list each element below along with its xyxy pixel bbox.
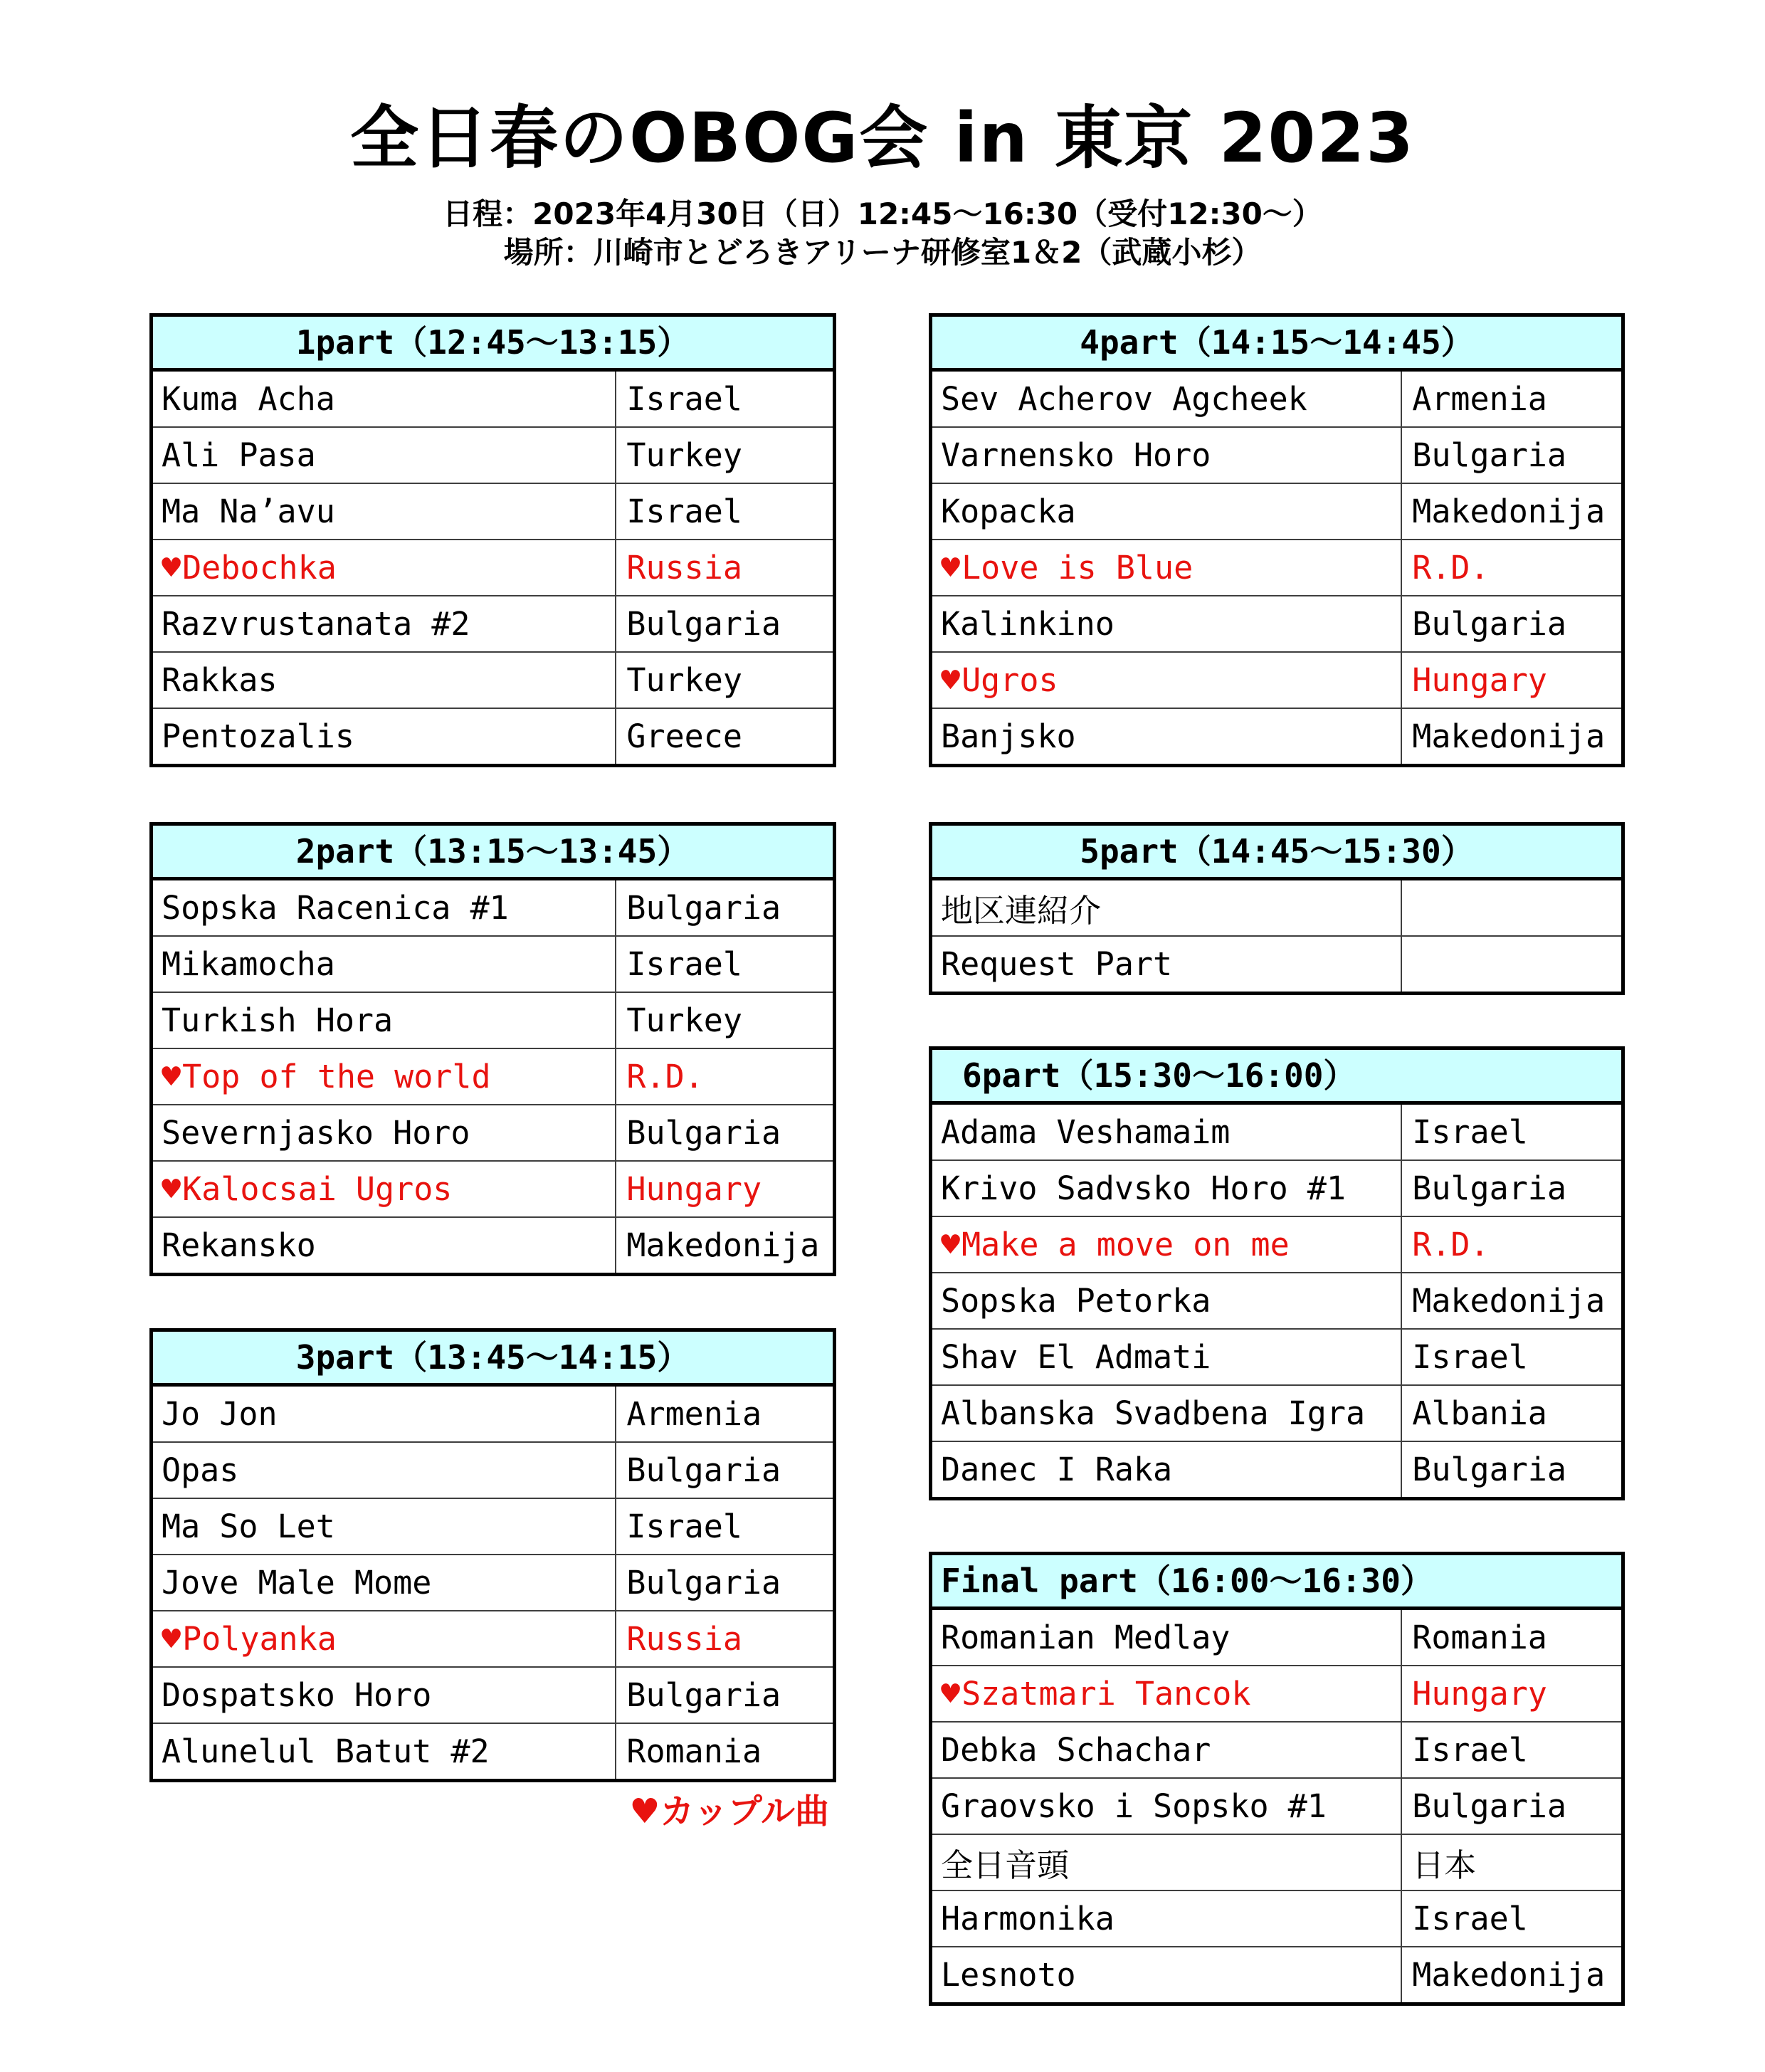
table-4part [929,313,1625,767]
table-6part [929,1046,1625,1500]
table-row [153,483,833,539]
table-row [932,708,1621,764]
country-cell: Bulgaria [615,880,833,935]
dance-name-cell: ♥ Polyanka [162,1620,337,1658]
country-cell: Armenia [615,1387,833,1441]
dance-name-cell: ♥ Ugros [941,661,1058,699]
dance-name-cell: Ma So Let [162,1508,335,1545]
dance-name-cell: Ma Na’avu [162,493,335,530]
country-cell: Makedonija [1401,1947,1621,2002]
country-cell: Hungary [1401,1666,1621,1721]
heart-icon: ♥ [941,1226,961,1263]
country-cell: Bulgaria [1401,1161,1621,1216]
country-cell: Israel [1401,1105,1621,1159]
dance-name-cell: Albanska Svadbena Igra [941,1394,1366,1432]
dance-name-cell: Kuma Acha [162,380,335,418]
table-row [153,539,833,595]
dance-name-cell: Sopska Racenica #1 [162,889,509,927]
dance-name-cell: ♥ Szatmari Tancok [941,1675,1251,1713]
table-row [153,880,833,935]
country-cell: Israel [1401,1723,1621,1777]
table-6part-header: 6part（15:30～16:00） [932,1050,1621,1105]
dance-name-cell: ♥ Debochka [162,549,337,587]
country-cell: Turkey [615,653,833,708]
dance-name-cell: Jo Jon [162,1395,278,1433]
country-cell: R.D. [615,1049,833,1104]
country-cell: Bulgaria [615,596,833,651]
dance-name-cell: Shav El Admati [941,1338,1211,1376]
dance-name-cell: Danec I Raka [941,1451,1173,1488]
dance-name-cell: Dospatsko Horo [162,1676,432,1714]
table-4part-rows [932,372,1621,764]
table-row [932,595,1621,651]
dance-name-cell: ♥ Love is Blue [941,549,1194,587]
dance-name-cell: Banjsko [941,717,1076,755]
table-final-part-header: Final part（16:00～16:30） [932,1555,1621,1610]
table-row [153,1554,833,1610]
country-cell: Israel [1401,1330,1621,1384]
table-2part-header: 2part（13:15～13:45） [153,826,833,880]
table-row [153,708,833,764]
table-row [932,539,1621,595]
table-3part [149,1328,836,1782]
country-cell: Russia [615,1611,833,1666]
dance-name-cell: Debka Schachar [941,1731,1211,1769]
country-cell: Bulgaria [615,1105,833,1160]
dance-name-cell: Alunelul Batut #2 [162,1732,490,1770]
table-row [932,1272,1621,1328]
table-5part-rows [932,880,1621,992]
country-cell: Romania [1401,1610,1621,1665]
table-row [932,1105,1621,1159]
country-cell: Bulgaria [615,1555,833,1610]
country-cell: Makedonija [1401,1273,1621,1328]
country-cell: Makedonija [615,1218,833,1273]
table-row [932,1159,1621,1216]
country-cell: Bulgaria [1401,596,1621,651]
table-row [153,595,833,651]
table-row [153,1723,833,1779]
table-2part [149,822,836,1276]
heart-icon: ♥ [162,1170,181,1208]
heart-icon: ♥ [162,549,181,587]
table-row [153,426,833,483]
heart-icon: ♥ [941,549,961,587]
table-1part [149,313,836,767]
table-row [932,483,1621,539]
table-final-part [929,1552,1625,2006]
dance-name-cell: Krivo Sadvsko Horo #1 [941,1169,1346,1207]
dance-name-cell: Razvrustanata #2 [162,605,470,643]
table-row [153,1216,833,1273]
table-row [932,1890,1621,1946]
table-row [932,1777,1621,1834]
table-row [153,1498,833,1554]
country-cell: Hungary [615,1162,833,1216]
heart-icon: ♥ [162,1620,181,1658]
dance-name-cell: Varnensko Horo [941,436,1211,474]
country-cell: Makedonija [1401,484,1621,539]
table-row [932,880,1621,935]
dance-name-cell: Romanian Medlay [941,1619,1231,1656]
table-row [153,1610,833,1666]
dance-name-cell: Jove Male Mome [162,1564,432,1602]
couple-note: ♥カップル曲 [629,1792,829,1831]
dance-name-cell: Pentozalis [162,717,354,755]
country-cell: Bulgaria [1401,428,1621,483]
country-cell: Makedonija [1401,709,1621,764]
table-row [932,1216,1621,1272]
dance-name-cell: Sev Acherov Agcheek [941,380,1307,418]
country-cell: Israel [615,484,833,539]
country-cell: Albania [1401,1386,1621,1441]
table-row [153,935,833,992]
table-row [153,651,833,708]
dance-name-cell: Request Part [941,945,1173,983]
table-final-part-rows [932,1610,1621,2002]
table-row [932,1946,1621,2002]
dance-name-cell: Ali Pasa [162,436,316,474]
country-cell: Armenia [1401,372,1621,426]
dance-name-cell: Sopska Petorka [941,1282,1211,1320]
table-row [153,1387,833,1441]
table-5part [929,822,1625,995]
table-row [932,1384,1621,1441]
dance-name-cell: 全日音頭 [941,1846,1070,1884]
dance-name-cell: Opas [162,1451,239,1489]
table-row [153,1160,833,1216]
dance-name-cell: ♥ Kalocsai Ugros [162,1170,453,1208]
dance-name-cell: Kalinkino [941,605,1115,643]
country-cell: Hungary [1401,653,1621,708]
table-row [932,426,1621,483]
table-2part-rows [153,880,833,1273]
table-row [932,1328,1621,1384]
table-row [932,1834,1621,1890]
table-row [153,1104,833,1160]
table-row [932,372,1621,426]
dance-name-cell: Harmonika [941,1900,1115,1937]
heart-icon: ♥ [162,1058,181,1095]
dance-name-cell: Rakkas [162,661,278,699]
table-5part-header: 5part（14:45～15:30） [932,826,1621,880]
table-row [932,935,1621,992]
country-cell: Bulgaria [1401,1442,1621,1497]
dance-name-cell: Lesnoto [941,1956,1076,1994]
heart-icon: ♥ [941,661,961,699]
table-1part-rows [153,372,833,764]
table-row [153,372,833,426]
table-row [153,1048,833,1104]
page-title: 全日春のOBOG会 in 東京 2023 [350,98,1415,178]
country-cell: Bulgaria [1401,1779,1621,1834]
country-cell: Turkey [615,993,833,1048]
country-cell: Israel [615,1499,833,1554]
country-cell: Israel [1401,1891,1621,1946]
table-row [932,651,1621,708]
country-cell: Romania [615,1724,833,1779]
table-3part-rows [153,1387,833,1779]
dance-name-cell: Adama Veshamaim [941,1113,1231,1151]
dance-name-cell: Kopacka [941,493,1076,530]
table-row [153,1441,833,1498]
country-cell: R.D. [1401,1217,1621,1272]
country-cell: Greece [615,709,833,764]
country-cell: Russia [615,540,833,595]
table-row [932,1610,1621,1665]
country-cell [1401,880,1621,935]
dance-name-cell: Graovsko i Sopsko #1 [941,1787,1327,1825]
dance-name-cell: Rekansko [162,1226,316,1264]
dance-name-cell: 地区連紹介 [941,892,1102,930]
country-cell: Bulgaria [615,1668,833,1723]
dance-name-cell: Mikamocha [162,945,335,983]
country-cell: Turkey [615,428,833,483]
table-row [932,1665,1621,1721]
country-cell: Israel [615,372,833,426]
dance-name-cell: ♥ Make a move on me [941,1226,1290,1263]
dance-name-cell: Severnjasko Horo [162,1114,470,1152]
event-place-line: 場所：川崎市とどろきアリーナ研修室1＆2（武蔵小杉） [503,235,1262,270]
table-3part-header: 3part（13:45～14:15） [153,1332,833,1387]
table-row [932,1441,1621,1497]
table-row [153,1666,833,1723]
heart-icon: ♥ [941,1675,961,1713]
country-cell: Bulgaria [615,1443,833,1498]
dance-name-cell: ♥ Top of the world [162,1058,491,1095]
country-cell: Israel [615,937,833,992]
dance-name-cell: Turkish Hora [162,1001,394,1039]
table-1part-header: 1part（12:45～13:15） [153,317,833,372]
country-cell: 日本 [1401,1835,1621,1890]
table-4part-header: 4part（14:15～14:45） [932,317,1621,372]
table-6part-rows [932,1105,1621,1497]
country-cell: R.D. [1401,540,1621,595]
table-row [153,992,833,1048]
event-date-line: 日程：2023年4月30日（日）12:45～16:30（受付12:30～） [443,196,1322,231]
country-cell [1401,937,1621,992]
table-row [932,1721,1621,1777]
